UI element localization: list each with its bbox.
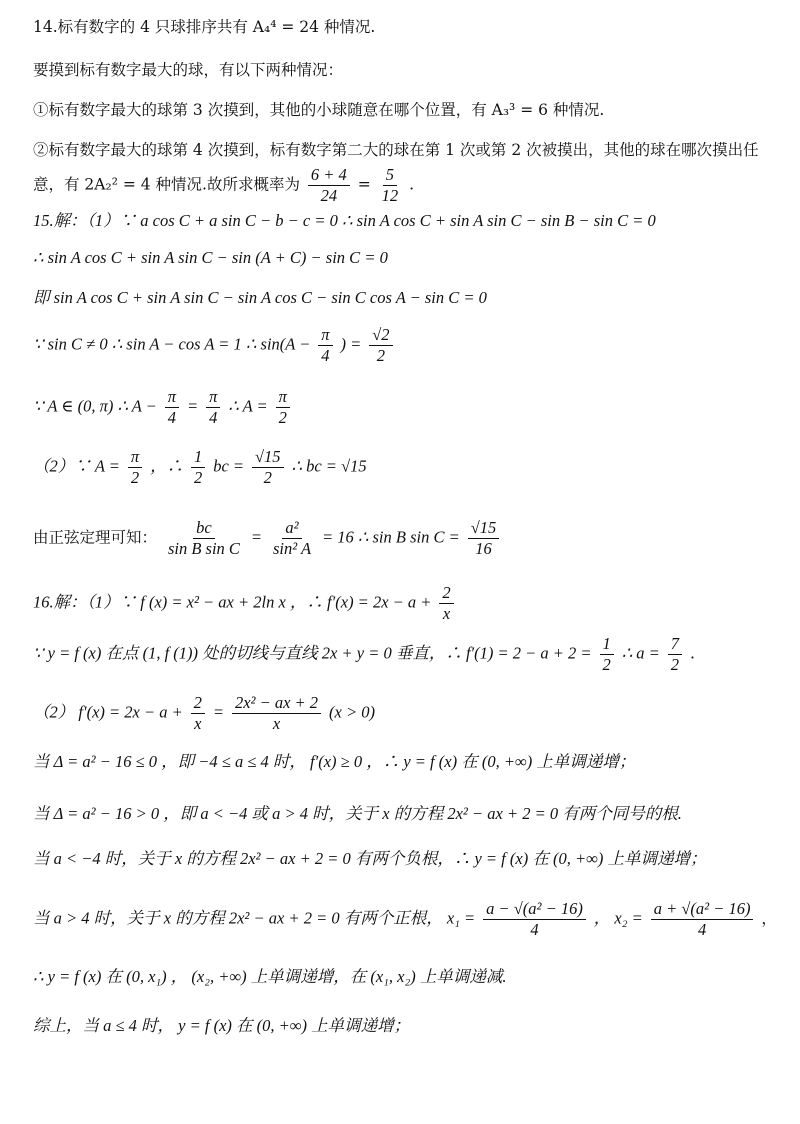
fraction	[651, 899, 754, 940]
text: 当 a < −4 时，关于 x 的方程 2x² − ax + 2 = 0 有两个负根，∴ y = f (x) 在 (0, +∞) 上单调递增；	[33, 849, 707, 868]
denominator: 4	[530, 920, 539, 939]
denominator: sin² A	[272, 539, 312, 558]
fraction	[668, 634, 682, 675]
fraction	[308, 165, 350, 206]
numerator: 6 + 4	[308, 165, 350, 186]
numerator: 2	[191, 693, 205, 714]
problem-15-line-2	[33, 248, 780, 268]
problem-16-part-2	[33, 693, 780, 734]
text: ∴ a =	[621, 643, 660, 663]
numerator: √15	[468, 518, 500, 539]
fraction	[165, 518, 243, 559]
problem-14-case-1	[33, 100, 780, 120]
problem-14-line-1	[33, 17, 780, 37]
fraction	[128, 447, 142, 488]
fraction	[232, 693, 321, 734]
fraction	[439, 583, 453, 624]
denominator: sin B sin C	[167, 539, 240, 558]
problem-15-line-5	[33, 387, 780, 428]
problem-14-line-2	[33, 60, 780, 80]
text: .	[409, 175, 415, 194]
text: (x > 0)	[329, 702, 375, 722]
fraction	[252, 447, 284, 488]
fraction	[191, 447, 205, 488]
fraction	[483, 899, 586, 940]
fraction	[379, 165, 402, 206]
denominator: 2	[263, 468, 272, 487]
fraction	[270, 518, 314, 559]
text: 14.标有数字的 4 只球排序共有 A₄⁴ = 24 种情况.	[33, 18, 376, 36]
problem-16-case-a	[33, 752, 780, 772]
fraction	[276, 387, 290, 428]
numerator: π	[165, 387, 179, 408]
text: ①标有数字最大的球第 3 次摸到，其他的小球随意在哪个位置，有 A₃³ = 6 种情况.	[33, 101, 605, 119]
fraction	[600, 634, 614, 675]
text: 综上，当 a ≤ 4 时， y = f (x) 在 (0, +∞) 上单调递增；	[33, 1016, 411, 1035]
problem-16-case-d	[33, 899, 780, 940]
numerator: √15	[252, 447, 284, 468]
text: =	[250, 527, 263, 547]
denominator: 4	[321, 346, 330, 365]
numerator: 1	[191, 447, 205, 468]
denominator: 12	[381, 186, 399, 205]
numerator: a + √(a² − 16)	[651, 899, 754, 920]
fraction	[165, 387, 179, 428]
text: ) =	[340, 334, 362, 354]
text: ，	[761, 909, 777, 928]
denominator: 2	[194, 468, 203, 487]
numerator: π	[206, 387, 220, 408]
text: 15.解：（1）∵ a cos C + a sin C − b − c = 0 ∴ sin A cos C + sin A sin C − sin B − sin C = 0	[33, 211, 656, 230]
problem-14-probability	[33, 165, 780, 206]
numerator: π	[318, 325, 332, 346]
denominator: 4	[167, 408, 177, 427]
numerator: π	[128, 447, 142, 468]
text: ∴ bc = √15	[291, 456, 367, 476]
text: ，∴	[150, 456, 184, 476]
text: （2） f′(x) = 2x − a +	[33, 702, 183, 722]
problem-16-line-2	[33, 634, 780, 675]
numerator: bc	[193, 518, 215, 539]
text: 意，有 2A₂² = 4 种情况.故所求概率为	[33, 175, 300, 194]
denominator: 2	[130, 468, 140, 487]
numerator: 7	[668, 634, 682, 655]
fraction	[206, 387, 220, 428]
text: ∵ A ∈ (0, π) ∴ A −	[33, 396, 157, 416]
denominator: 2	[670, 655, 680, 674]
numerator: 2x² − ax + 2	[232, 693, 321, 714]
problem-16-case-c	[33, 849, 780, 869]
numerator: √2	[369, 325, 392, 346]
numerator: 5	[383, 165, 397, 186]
problem-15-sine-rule	[33, 518, 780, 559]
fraction	[191, 693, 205, 734]
numerator: a − √(a² − 16)	[483, 899, 586, 920]
problem-16-monotonic	[33, 967, 780, 987]
text: ， x₂ =	[593, 908, 643, 928]
numerator: π	[276, 387, 290, 408]
text: ∴ A =	[228, 396, 268, 416]
problem-15-line-3	[33, 288, 780, 308]
denominator: x	[272, 714, 281, 733]
denominator: 4	[697, 920, 707, 939]
text: ②标有数字最大的球第 4 次摸到，标有数字第二大的球在第 1 次或第 2 次被摸出，其他的球在哪次摸出任	[33, 141, 759, 159]
text: ∴ sin A cos C + sin A sin C − sin (A + C) − sin C = 0	[33, 248, 388, 267]
text: 当 Δ = a² − 16 ≤ 0 ，即 −4 ≤ a ≤ 4 时， f′(x) ≥ 0 ，∴ y = f (x) 在 (0, +∞) 上单调递增；	[33, 752, 636, 771]
text: （2）∵ A =	[33, 456, 120, 476]
text: = 16 ∴ sin B sin C =	[322, 527, 460, 547]
text: 要摸到标有数字最大的球，有以下两种情况：	[33, 61, 344, 79]
text: 即 sin A cos C + sin A sin C − sin A cos C − sin C cos A − sin C = 0	[33, 288, 487, 307]
numerator: 2	[439, 583, 453, 604]
numerator: 1	[600, 634, 614, 655]
text: 当 a > 4 时，关于 x 的方程 2x² − ax + 2 = 0 有两个正根， x₁ =	[33, 908, 476, 928]
denominator: x	[194, 714, 202, 733]
text: 当 Δ = a² − 16 > 0 ，即 a < −4 或 a > 4 时，关于 x 的方程 2x² − ax + 2 = 0 有两个同号的根.	[33, 804, 682, 823]
problem-15-part-2	[33, 447, 780, 488]
fraction	[318, 325, 332, 366]
text: ∴ y = f (x) 在 (0, x₁) ， (x₂, +∞) 上单调递增，在 (x₁, x₂) 上单调递减.	[33, 967, 507, 986]
text: 16.解：（1）∵ f (x) = x² − ax + 2ln x ，∴ f′(x) = 2x − a +	[33, 592, 432, 612]
problem-15-line-1	[33, 211, 780, 231]
problem-14-case-2	[33, 140, 780, 160]
denominator: 16	[475, 539, 492, 558]
text: =	[357, 175, 371, 194]
denominator: 2	[278, 408, 287, 427]
text: .	[689, 644, 695, 663]
denominator: x	[442, 604, 451, 623]
text: =	[186, 396, 199, 416]
problem-16-case-b	[33, 804, 780, 824]
denominator: 4	[209, 408, 218, 427]
text: =	[212, 702, 224, 722]
text: bc =	[213, 456, 245, 476]
text: 由正弦定理可知：	[33, 528, 158, 547]
problem-16-line-1	[33, 583, 780, 624]
denominator: 2	[376, 346, 385, 365]
denominator: 24	[320, 186, 338, 205]
problem-15-line-4	[33, 325, 780, 366]
problem-16-conclusion	[33, 1016, 780, 1036]
text: ∵ sin C ≠ 0 ∴ sin A − cos A = 1 ∴ sin(A −	[33, 334, 311, 354]
fraction	[369, 325, 392, 366]
fraction	[468, 518, 500, 559]
denominator: 2	[602, 655, 611, 674]
numerator: a²	[282, 518, 301, 539]
text: ∵ y = f (x) 在点 (1, f (1)) 处的切线与直线 2x + y = 0 垂直，∴ f′(1) = 2 − a + 2 =	[33, 643, 592, 663]
